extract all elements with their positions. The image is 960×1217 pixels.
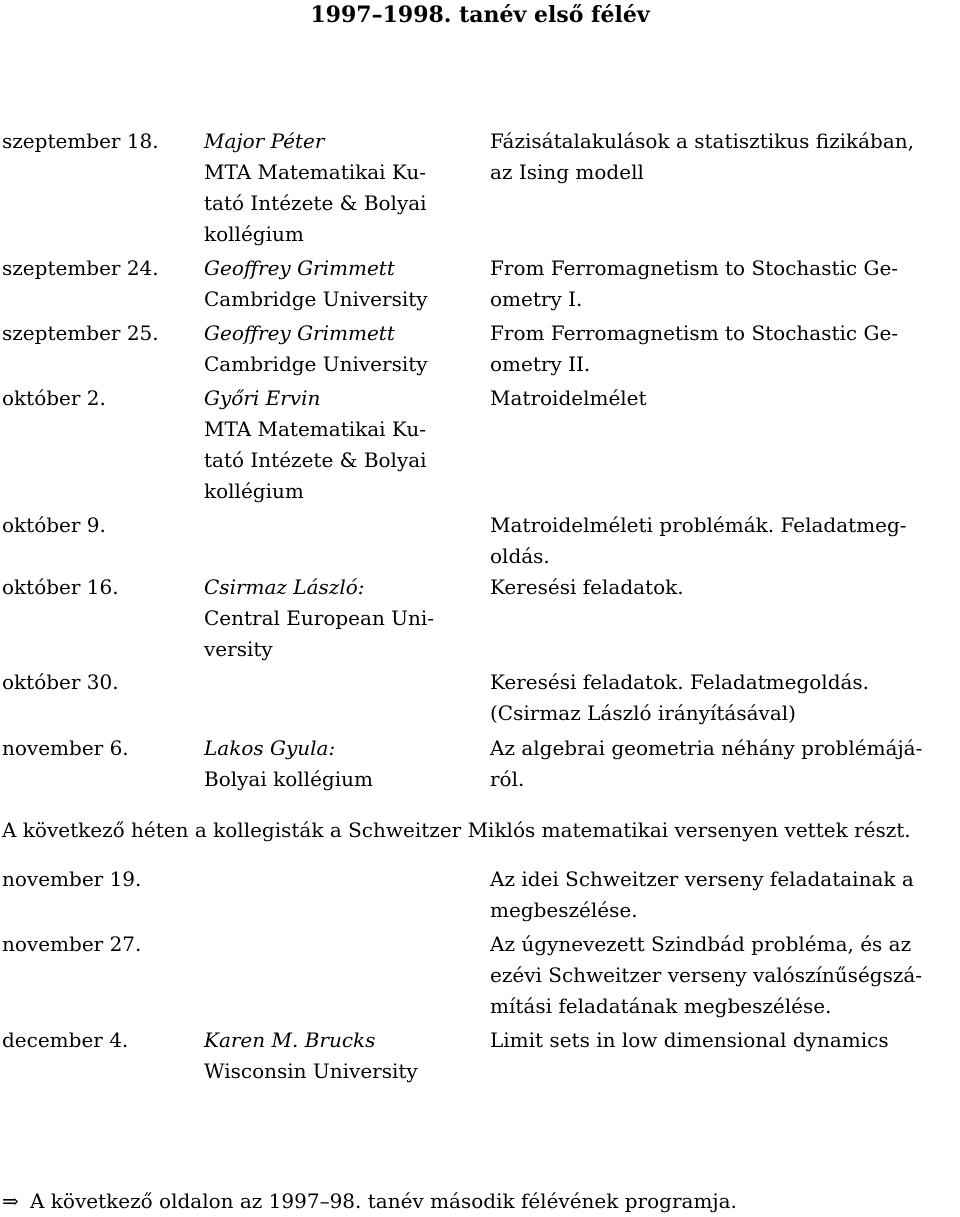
topic-line: Limit sets in low dimensional dynamics <box>490 1028 889 1052</box>
speaker-affiliation: kollégium <box>204 479 304 503</box>
topic-line: oldás. <box>490 544 550 568</box>
topic-line: ezévi Schweitzer verseny valószínűségszá- <box>490 963 923 987</box>
speaker-name: Geoffrey Grimmett <box>204 321 395 345</box>
row-date: december 4. <box>2 1028 129 1052</box>
topic-line: Keresési feladatok. <box>490 575 684 599</box>
row-topic <box>490 864 952 926</box>
speaker-affiliation: MTA Matematikai Ku- <box>204 160 427 184</box>
row-topic <box>490 1025 952 1056</box>
topic-line: ometry II. <box>490 352 591 376</box>
row-topic <box>490 733 952 795</box>
schweitzer-note: A következő héten a kollegisták a Schweitzer Miklós matematikai versenyen vettek részt. <box>2 818 911 842</box>
speaker-affiliation: Cambridge University <box>204 352 428 376</box>
speaker-name: Karen M. Brucks <box>204 1028 376 1052</box>
topic-line: az Ising modell <box>490 160 644 184</box>
topic-line: From Ferromagnetism to Stochastic Ge- <box>490 321 899 345</box>
footer-note <box>2 1186 737 1217</box>
row-speaker <box>204 1025 466 1087</box>
speaker-affiliation: kollégium <box>204 222 304 246</box>
row-date: szeptember 18. <box>2 129 159 153</box>
speaker-affiliation: Bolyai kollégium <box>204 767 373 791</box>
speaker-affiliation: MTA Matematikai Ku- <box>204 417 427 441</box>
row-topic <box>490 253 952 315</box>
row-date: szeptember 25. <box>2 321 159 345</box>
row-date: október 2. <box>2 386 106 410</box>
row-topic <box>490 572 952 603</box>
speaker-affiliation: tató Intézete & Bolyai <box>204 448 427 472</box>
row-speaker <box>204 318 466 380</box>
topic-line: (Csirmaz László irányításával) <box>490 701 796 725</box>
row-topic <box>490 929 952 1022</box>
topic-line: Az algebrai geometria néhány problémájá- <box>490 736 923 760</box>
topic-line: Az úgynevezett Szindbád probléma, és az <box>490 932 912 956</box>
row-speaker <box>204 383 466 507</box>
row-speaker <box>204 126 466 250</box>
footer-text: A következő oldalon az 1997–98. tanév második félévének programja. <box>30 1189 737 1213</box>
row-date: szeptember 24. <box>2 256 159 280</box>
row-date: november 27. <box>2 932 142 956</box>
topic-line: ometry I. <box>490 287 583 311</box>
speaker-name: Lakos Gyula: <box>204 736 336 760</box>
topic-line: ról. <box>490 767 525 791</box>
speaker-affiliation: Central European Uni- <box>204 606 435 630</box>
topic-line: Matroidelmélet <box>490 386 647 410</box>
speaker-name: Major Péter <box>204 129 325 153</box>
row-date: november 6. <box>2 736 129 760</box>
row-date: október 16. <box>2 575 119 599</box>
topic-line: megbeszélése. <box>490 898 638 922</box>
row-speaker <box>204 733 466 795</box>
topic-line: mítási feladatának megbeszélése. <box>490 994 832 1018</box>
row-date: október 9. <box>2 513 106 537</box>
speaker-affiliation: tató Intézete & Bolyai <box>204 191 427 215</box>
topic-line: Keresési feladatok. Feladatmegoldás. <box>490 670 870 694</box>
topic-line: Az idei Schweitzer verseny feladatainak a <box>490 867 914 891</box>
row-speaker <box>204 253 466 315</box>
speaker-name: Csirmaz László: <box>204 575 365 599</box>
speaker-name: Győri Ervin <box>204 386 321 410</box>
row-speaker <box>204 572 466 665</box>
right-double-arrow-icon: ⇒ <box>2 1189 19 1213</box>
speaker-name: Geoffrey Grimmett <box>204 256 395 280</box>
topic-line: Matroidelméleti problémák. Feladatmeg- <box>490 513 907 537</box>
row-topic <box>490 383 952 414</box>
page-title: 1997–1998. tanév első félév <box>310 2 650 28</box>
row-topic <box>490 126 952 188</box>
topic-line: From Ferromagnetism to Stochastic Ge- <box>490 256 899 280</box>
speaker-affiliation: versity <box>204 637 273 661</box>
row-topic <box>490 667 952 729</box>
speaker-affiliation: Wisconsin University <box>204 1059 418 1083</box>
row-date: október 30. <box>2 670 119 694</box>
row-date: november 19. <box>2 867 142 891</box>
speaker-affiliation: Cambridge University <box>204 287 428 311</box>
row-topic <box>490 318 952 380</box>
row-topic <box>490 510 952 572</box>
topic-line: Fázisátalakulások a statisztikus fizikában, <box>490 129 915 153</box>
